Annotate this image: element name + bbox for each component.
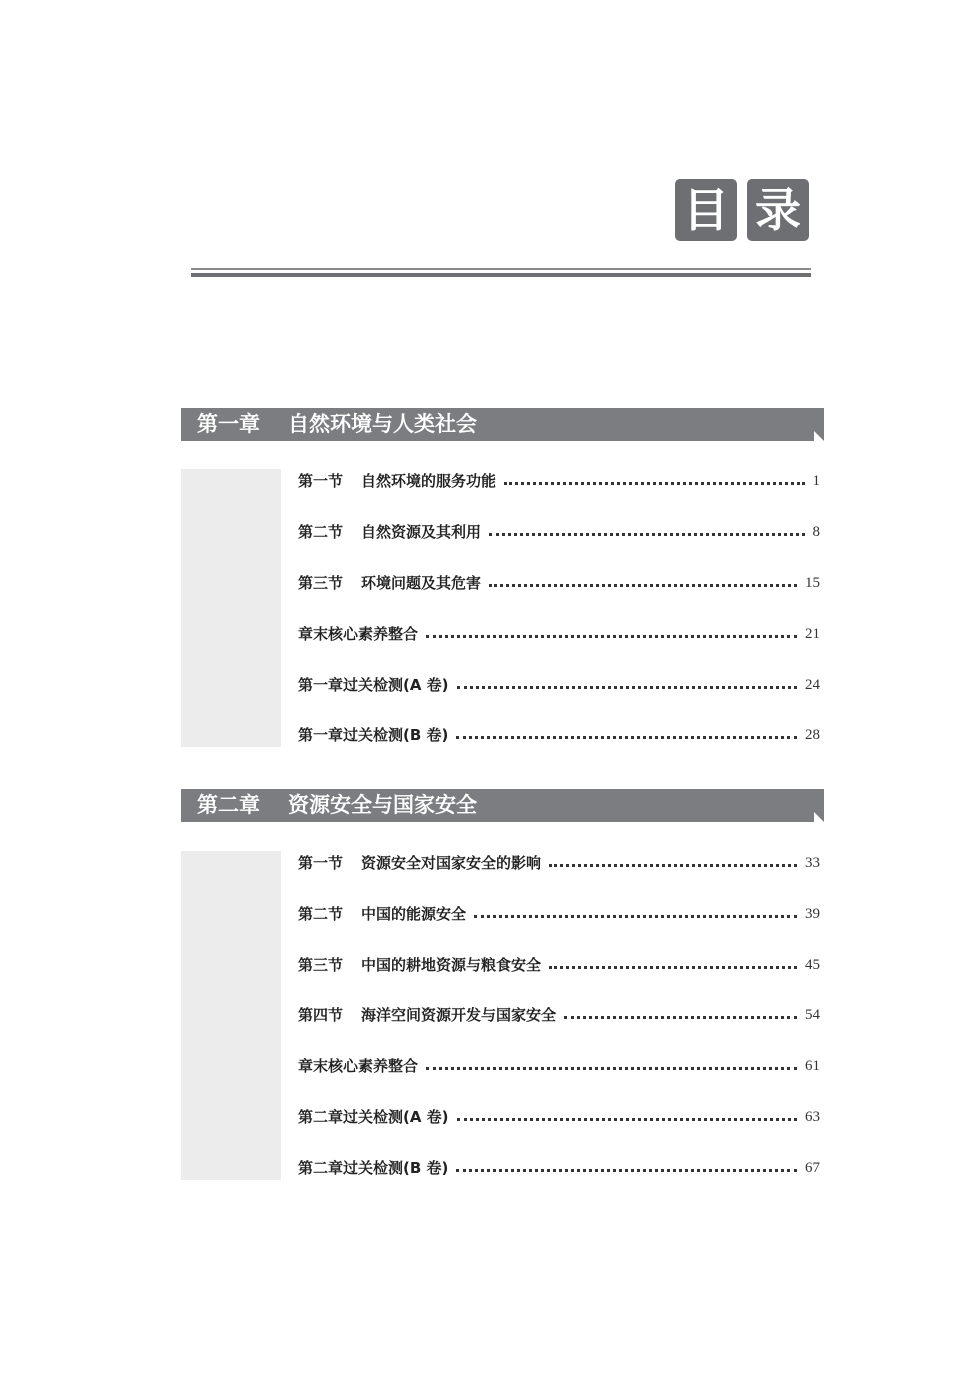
- section-title: 第二章过关检测(B 卷): [298, 1159, 449, 1177]
- chapter-header[interactable]: [181, 789, 824, 822]
- section-label: 第四节: [298, 1006, 344, 1024]
- chapter-side-block: [181, 851, 281, 1180]
- toc-entry[interactable]: [298, 469, 820, 493]
- page-number: 63: [805, 1109, 820, 1125]
- page-number: 24: [805, 677, 820, 693]
- section-title: 第二章过关检测(A 卷): [298, 1108, 449, 1126]
- page-number: 28: [805, 727, 820, 743]
- section-title: 资源安全对国家安全的影响: [361, 854, 542, 872]
- section-title: 章末核心素养整合: [298, 1057, 419, 1075]
- dot-leader: [426, 1067, 797, 1070]
- dot-leader: [456, 736, 797, 739]
- section-label: 第三节: [298, 574, 344, 592]
- dot-leader: [489, 533, 804, 536]
- chapter-header[interactable]: [181, 408, 824, 441]
- toc-entry[interactable]: [298, 953, 820, 977]
- chapter-name: 资源安全与国家安全: [288, 793, 477, 817]
- page-number: 39: [805, 906, 820, 922]
- toc-entry[interactable]: [298, 1003, 820, 1027]
- toc-entry[interactable]: [298, 1105, 820, 1129]
- page-number: 54: [805, 1007, 820, 1023]
- page-number: 67: [805, 1160, 820, 1176]
- chapter-number: 第二章: [197, 793, 260, 817]
- chapter-name: 自然环境与人类社会: [288, 412, 477, 436]
- dot-leader: [456, 1169, 797, 1172]
- section-title: 第一章过关检测(B 卷): [298, 726, 449, 744]
- section-title: 海洋空间资源开发与国家安全: [361, 1006, 557, 1024]
- page-number: 45: [805, 957, 820, 973]
- dot-leader: [564, 1016, 797, 1019]
- chapter-side-block: [181, 469, 281, 747]
- dot-leader: [457, 686, 797, 689]
- chapter-number: 第一章: [197, 412, 260, 436]
- toc-title-char-1: 目: [675, 179, 737, 241]
- page-number: 61: [805, 1058, 820, 1074]
- dot-leader: [457, 1118, 797, 1121]
- dot-leader: [474, 915, 797, 918]
- toc-entry[interactable]: [298, 622, 820, 646]
- toc-entry[interactable]: [298, 673, 820, 697]
- title-divider-thick: [191, 273, 811, 277]
- toc-entry[interactable]: [298, 1156, 820, 1180]
- page-number: 8: [812, 524, 820, 540]
- section-label: 第二节: [298, 905, 344, 923]
- section-title: 中国的耕地资源与粮食安全: [361, 956, 542, 974]
- page-number: 33: [805, 855, 820, 871]
- section-title: 自然环境的服务功能: [361, 472, 497, 490]
- toc-entry[interactable]: [298, 902, 820, 926]
- page-number: 15: [805, 575, 820, 591]
- section-title: 中国的能源安全: [361, 905, 467, 923]
- page-number: 1: [812, 473, 820, 489]
- dot-leader: [549, 864, 797, 867]
- page-number: 21: [805, 626, 820, 642]
- section-title: 环境问题及其危害: [361, 574, 482, 592]
- page-curl-decoration: [814, 431, 824, 441]
- title-divider-thin: [191, 268, 811, 270]
- page-curl-decoration: [814, 812, 824, 822]
- section-title: 自然资源及其利用: [361, 523, 482, 541]
- toc-entry[interactable]: [298, 571, 820, 595]
- dot-leader: [489, 584, 797, 587]
- toc-title-char-2: 录: [747, 179, 809, 241]
- toc-entry[interactable]: [298, 851, 820, 875]
- dot-leader: [426, 635, 797, 638]
- toc-entry[interactable]: [298, 1054, 820, 1078]
- toc-entry[interactable]: [298, 520, 820, 544]
- section-label: 第一节: [298, 472, 344, 490]
- dot-leader: [549, 966, 797, 969]
- section-label: 第三节: [298, 956, 344, 974]
- section-label: 第二节: [298, 523, 344, 541]
- section-title: 第一章过关检测(A 卷): [298, 676, 449, 694]
- section-title: 章末核心素养整合: [298, 625, 419, 643]
- toc-entry[interactable]: [298, 723, 820, 747]
- section-label: 第一节: [298, 854, 344, 872]
- dot-leader: [504, 482, 804, 485]
